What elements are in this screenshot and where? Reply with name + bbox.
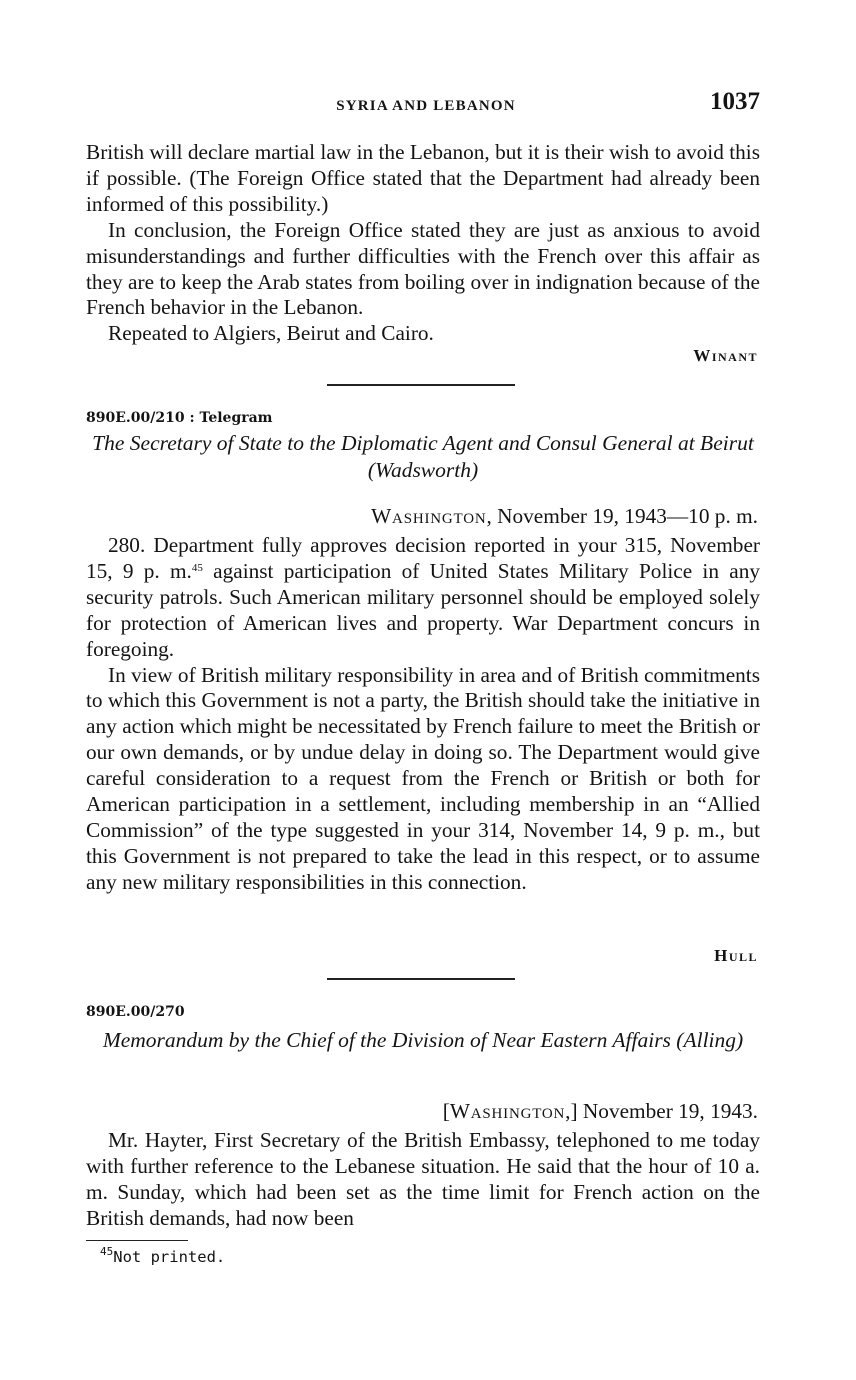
document-title: The Secretary of State to the Diplomatic Agent and Consul General at Beirut (Wadsworth) xyxy=(92,431,754,482)
dateline-date: , November 19, 1943—10 p. m. xyxy=(486,504,758,528)
telegram-body xyxy=(86,533,760,896)
page-number: 1037 xyxy=(710,88,760,115)
section-divider xyxy=(327,384,515,386)
dateline-place: Washington xyxy=(449,1099,566,1123)
paragraph: Repeated to Algiers, Beirut and Cairo. xyxy=(108,321,434,346)
dateline xyxy=(443,1099,758,1124)
section-divider xyxy=(327,978,515,980)
page-header xyxy=(88,88,764,124)
dateline-date: ,] November 19, 1943. xyxy=(565,1099,758,1123)
file-number: 890E.00/210 : Telegram xyxy=(86,410,273,426)
document-title: Memorandum by the Chief of the Division of Near Eastern Affairs (Alling) xyxy=(102,1028,744,1052)
paragraph: Mr. Hayter, First Secretary of the British Embassy, telephoned to me today with further reference to the Lebanese situation. He said that the hour of 10 a. m. Sunday, which had been set as the time limit for French action on the British demands, had now been xyxy=(86,1128,760,1230)
paragraph: In view of British military responsibility in area and of British commitments to which this Government is not a party, the British should take the initiative in any action which might be necessitated by French failure to meet the British or our own demands, or by undue delay in doing so. The Department would give careful consideration to a request from the French or British or both for American participation in a settlement, including membership in an “Allied Commission” of the type suggested in your 314, November 14, 9 p. m., but this Government is not prepared to take the lead in this respect, or to assume any new military responsibilities in this connection. xyxy=(86,662,760,894)
footnote xyxy=(100,1245,226,1266)
paragraph xyxy=(86,533,760,663)
footnote-divider xyxy=(86,1240,188,1241)
dateline-bracket: [ xyxy=(442,1099,450,1123)
running-head: SYRIA AND LEBANON xyxy=(336,98,516,114)
footnote-reference: 45 xyxy=(191,561,203,574)
dateline xyxy=(371,504,758,529)
signature-winant: Winant xyxy=(693,346,758,365)
section-continuation xyxy=(86,140,760,347)
signature-hull: Hull xyxy=(714,946,758,965)
paragraph-text: against participation of United States Military Police in any security patrols. Such American military personnel should be employed solely for protection of American lives and property. War Department concurs in foregoing. xyxy=(86,558,761,661)
memorandum-body xyxy=(86,1128,760,1232)
footnote-text: Not printed. xyxy=(113,1248,226,1266)
dateline-place: Washington xyxy=(371,504,487,528)
paragraph: British will declare martial law in the Lebanon, but it is their wish to avoid this if possible. (The Foreign Office stated that the Department had already been informed of this possibility.) xyxy=(86,140,760,216)
file-number: 890E.00/270 xyxy=(86,1004,185,1020)
footnote-marker: 45 xyxy=(100,1245,114,1258)
paragraph-text: 280. Department fully approves decision reported in your 315, November 15, 9 p. m. xyxy=(86,533,760,583)
paragraph: In conclusion, the Foreign Office stated they are just as anxious to avoid misunderstandings and further difficulties with the French over this affair as they are to keep the Arab states from boiling over in indignation because of the French behavior in the Lebanon. xyxy=(86,217,760,320)
